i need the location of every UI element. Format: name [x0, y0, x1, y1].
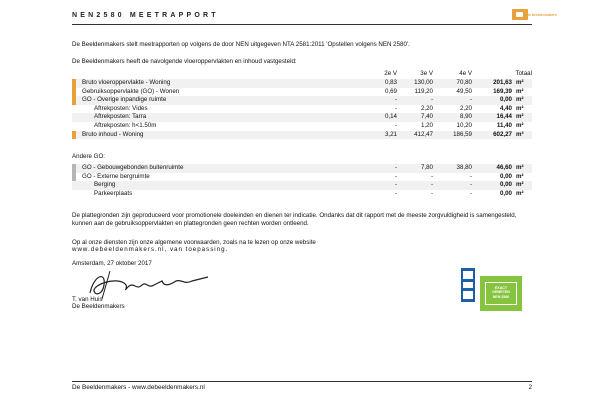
row-value-2e: - — [394, 172, 397, 180]
row-label: GO - Gebouwgebonden buitenruimte — [82, 164, 184, 171]
col-head-totaal: Totaal — [515, 70, 532, 77]
row-unit: m² — [516, 79, 524, 86]
row-value-3e: 7,40 — [420, 113, 433, 121]
row-value-2e: 3,21 — [384, 130, 397, 138]
row-accent — [72, 96, 76, 105]
row-total: 0,00 — [499, 96, 512, 104]
andere-label: Andere GO: — [72, 153, 106, 160]
row-label: Berging — [94, 181, 116, 189]
row-unit: m² — [516, 96, 524, 104]
signer-name: T. van Huis — [72, 296, 103, 303]
row-value-2e: - — [394, 96, 397, 104]
row-value-2e: - — [394, 189, 397, 197]
table-row — [72, 122, 532, 131]
row-unit: m³ — [516, 130, 524, 138]
row-value-3e: 1,20 — [420, 122, 433, 129]
row-value-2e: 0,69 — [384, 87, 397, 95]
row-unit: m² — [516, 172, 524, 180]
row-value-4e: - — [469, 181, 472, 189]
row-total: 0,00 — [499, 181, 512, 189]
row-label: Aftrekposten: Tarra — [94, 113, 147, 121]
row-unit: m² — [516, 104, 524, 112]
badge-line2: NEN 2580 — [492, 294, 510, 299]
table-row — [72, 131, 532, 140]
intro-paragraph: De Beeldenmakers stelt meetrapporten op volgens de door NEN uitgegeven NTA 2581:2011 'Opstellen volgens NEN 2580'. — [72, 41, 410, 48]
row-value-4e: 49,50 — [456, 87, 472, 95]
certification-badge-icon — [461, 268, 475, 302]
row-unit: m² — [516, 189, 524, 197]
footer-text: De Beeldenmakers - www.debeeldenmakers.nl — [72, 384, 205, 391]
col-head-2e: 2e V — [384, 70, 397, 77]
row-value-2e: - — [394, 181, 397, 189]
row-label: Parkeerplaats — [94, 189, 133, 197]
row-value-4e: - — [469, 172, 472, 180]
logo-icon — [512, 9, 528, 20]
row-label: Aftrekposten: Vides — [94, 104, 148, 112]
row-accent — [72, 164, 76, 173]
footer-rule — [72, 381, 532, 382]
table-row — [72, 173, 532, 182]
table-row — [72, 88, 532, 97]
row-value-2e: - — [394, 122, 397, 129]
row-total: 201,63 — [493, 79, 512, 86]
exact-gemeten-badge — [480, 276, 522, 311]
place-date: Amsterdam, 27 oktober 2017 — [72, 260, 152, 267]
row-label: GO - Overige inpandige ruimte — [82, 96, 167, 104]
table-row — [72, 96, 532, 105]
row-total: 46,60 — [496, 164, 512, 171]
col-head-3e: 3e V — [420, 70, 433, 77]
row-value-2e: - — [394, 164, 397, 171]
table-row — [72, 181, 532, 190]
row-value-4e: - — [469, 189, 472, 197]
row-accent — [72, 131, 76, 140]
table-row — [72, 164, 532, 173]
row-value-4e: 186,59 — [453, 130, 472, 138]
row-label: Bruto vloeroppervlakte - Woning — [82, 79, 171, 86]
table-row — [72, 113, 532, 122]
row-label: Bruto inhoud - Woning — [82, 130, 144, 138]
row-total: 602,27 — [493, 130, 512, 138]
row-value-2e: 0,83 — [384, 79, 397, 86]
header-title: NEN2580 MEETRAPPORT — [72, 12, 219, 19]
intro-line: De Beeldenmakers heeft de navolgende vloeroppervlakten en inhoud vastgesteld: — [72, 58, 297, 65]
signer-company: De Beeldenmakers — [72, 303, 125, 310]
col-head-4e: 4e V — [459, 70, 472, 77]
table-row — [72, 190, 532, 199]
row-value-2e: - — [394, 104, 397, 112]
row-accent — [72, 88, 76, 97]
table-row — [72, 105, 532, 114]
row-value-2e: 0,14 — [384, 113, 397, 121]
row-value-4e: 2,20 — [459, 104, 472, 112]
header-rule — [72, 24, 532, 25]
row-label: Aftrekposten: h<1.50m — [94, 122, 157, 129]
row-value-4e: 10,20 — [456, 122, 472, 129]
row-value-3e: 7,80 — [420, 164, 433, 171]
disclaimer-paragraph: De plattegronden zijn geproduceerd voor promotionele doeleinden en dienen ter indicatie. Ondanks dat dit rapport met de meeste zorgvuldigheid is samengesteld, kunnen aan de gebruiksoppervlakten en plattegronden geen rechten worden ontleend. — [72, 212, 517, 227]
row-value-3e: - — [430, 189, 433, 197]
terms-line: Op al onze diensten zijn onze algemene voorwaarden, zoals na te lezen op onze website — [72, 239, 316, 246]
row-unit: m² — [516, 113, 524, 121]
row-value-3e: 2,20 — [420, 104, 433, 112]
row-value-4e: 70,80 — [456, 79, 472, 86]
row-value-3e: 130,00 — [414, 79, 433, 86]
row-value-3e: - — [430, 172, 433, 180]
row-total: 0,00 — [499, 172, 512, 180]
row-value-3e: - — [430, 96, 433, 104]
row-unit: m² — [516, 87, 524, 95]
row-total: 16,44 — [496, 113, 512, 121]
row-value-3e: - — [430, 181, 433, 189]
row-total: 4,40 — [499, 104, 512, 112]
row-value-4e: 38,80 — [456, 164, 472, 171]
row-unit: m² — [516, 164, 524, 171]
row-total: 169,39 — [493, 87, 512, 95]
row-total: 11,40 — [496, 122, 512, 129]
page-number: 2 — [528, 384, 532, 391]
row-label: GO - Externe bergruimte — [82, 172, 150, 180]
row-value-4e: - — [469, 96, 472, 104]
logo-text: de beeldenmakers — [527, 13, 557, 17]
table-row — [72, 79, 532, 88]
badge-line1: EXACT GEMETEN — [492, 286, 510, 295]
row-accent — [72, 173, 76, 182]
row-unit: m² — [516, 181, 524, 189]
row-unit: m² — [516, 122, 524, 129]
row-value-4e: 8,90 — [459, 113, 472, 121]
row-value-3e: 119,20 — [414, 87, 433, 95]
terms-website: www.debeeldenmakers.nl, van toepassing. — [72, 246, 229, 253]
row-label: Gebruiksoppervlakte (GO) - Wonen — [82, 87, 180, 95]
row-total: 0,00 — [499, 189, 512, 197]
row-value-3e: 412,47 — [414, 130, 433, 138]
row-accent — [72, 79, 76, 88]
